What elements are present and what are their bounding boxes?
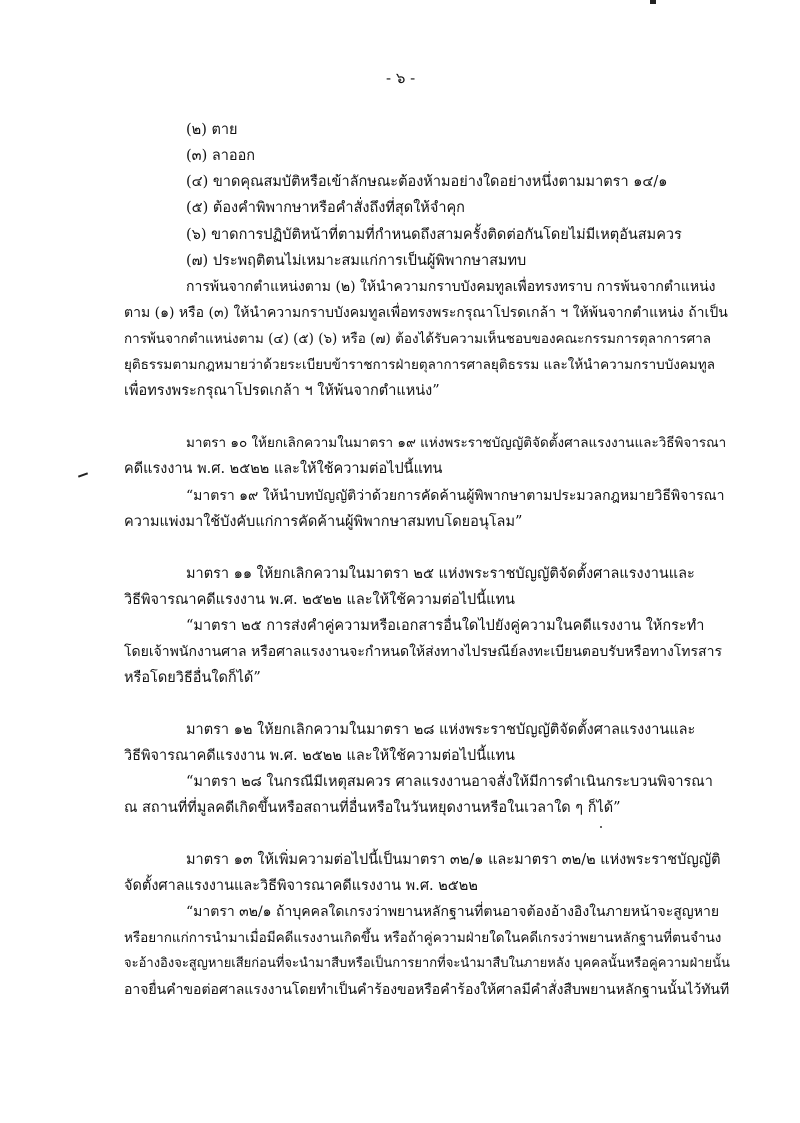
- paragraph-line: โดยเจ้าพนักงานศาล หรือศาลแรงงานจะกำหนดให้ส่งทางไปรษณีย์ลงทะเบียนตอบรับหรือทางโทรสาร: [124, 644, 722, 660]
- paragraph-line: วิธีพิจารณาคดีแรงงาน พ.ศ. ๒๕๒๒ และให้ใช้ความต่อไปนี้แทน: [124, 592, 515, 608]
- paragraph-line: คดีแรงงาน พ.ศ. ๒๕๒๒ และให้ใช้ความต่อไปนี้แทน: [124, 461, 443, 477]
- paragraph-line: การพ้นจากตำแหน่งตาม (๒) ให้นำความกราบบังคมทูลเพื่อทรงทราบ การพ้นจากตำแหน่ง: [186, 279, 716, 295]
- list-item: (๗) ประพฤติตนไม่เหมาะสมแก่การเป็นผู้พิพากษาสมทบ: [186, 253, 527, 269]
- list-item: (๓) ลาออก: [186, 148, 256, 164]
- paragraph-line: “มาตรา ๒๘ ในกรณีมีเหตุสมควร ศาลแรงงานอาจสั่งให้มีการดำเนินกระบวนพิจารณา: [186, 774, 713, 790]
- scan-mark: [600, 826, 602, 828]
- paragraph-line: “มาตรา ๓๒/๑ ถ้าบุคคลใดเกรงว่าพยานหลักฐานที่ตนอาจต้องอ้างอิงในภายหน้าจะสูญหาย: [186, 904, 720, 920]
- scan-mark: [650, 0, 656, 4]
- list-item: (๔) ขาดคุณสมบัติหรือเข้าลักษณะต้องห้ามอย่างใดอย่างหนึ่งตามมาตรา ๑๔/๑: [186, 174, 668, 190]
- paragraph-line: จะอ้างอิงจะสูญหายเสียก่อนที่จะนำมาสืบหรือเป็นการยากที่จะนำมาสืบในภายหลัง บุคคลนั้นหรือคู่ความฝ่ายนั้น: [124, 956, 730, 971]
- paragraph-line: หรือยากแก่การนำมาเมื่อมีคดีแรงงานเกิดขึ้น หรือถ้าคู่ความฝ่ายใดในคดีเกรงว่าพยานหลักฐานที่ตนจำนง: [124, 930, 722, 946]
- section-13-heading: มาตรา ๑๓ ให้เพิ่มความต่อไปนี้เป็นมาตรา ๓๒/๑ และมาตรา ๓๒/๒ แห่งพระราชบัญญัติ: [186, 852, 721, 868]
- paragraph-line: วิธีพิจารณาคดีแรงงาน พ.ศ. ๒๕๒๒ และให้ใช้ความต่อไปนี้แทน: [124, 748, 515, 764]
- list-item: (๖) ขาดการปฏิบัติหน้าที่ตามที่กำหนดถึงสามครั้งติดต่อกันโดยไม่มีเหตุอันสมควร: [186, 227, 682, 243]
- paragraph-line: จัดตั้งศาลแรงงานและวิธีพิจารณาคดีแรงงาน พ.ศ. ๒๕๒๒: [124, 878, 478, 894]
- list-item: (๕) ต้องคำพิพากษาหรือคำสั่งถึงที่สุดให้จำคุก: [186, 200, 465, 216]
- paragraph-line: “มาตรา ๒๕ การส่งคำคู่ความหรือเอกสารอื่นใดไปยังคู่ความในคดีแรงงาน ให้กระทำ: [186, 618, 705, 634]
- paragraph-line: ณ สถานที่ที่มูลคดีเกิดขึ้นหรือสถานที่อื่นหรือในวันหยุดงานหรือในเวลาใด ๆ ก็ได้”: [124, 800, 621, 816]
- scan-mark: [78, 472, 88, 477]
- section-12-heading: มาตรา ๑๒ ให้ยกเลิกความในมาตรา ๒๘ แห่งพระราชบัญญัติจัดตั้งศาลแรงงานและ: [186, 722, 696, 738]
- paragraph-line: “มาตรา ๑๙ ให้นำบทบัญญัติว่าด้วยการคัดค้านผู้พิพากษาตามประมวลกฎหมายวิธีพิจารณา: [186, 488, 725, 504]
- list-item: (๒) ตาย: [186, 122, 238, 138]
- section-10-heading: มาตรา ๑๐ ให้ยกเลิกความในมาตรา ๑๙ แห่งพระราชบัญญัติจัดตั้งศาลแรงงานและวิธีพิจารณา: [186, 435, 727, 451]
- paragraph-line: ความแพ่งมาใช้บังคับแก่การคัดค้านผู้พิพากษาสมทบโดยอนุโลม”: [124, 514, 523, 530]
- paragraph-line: เพื่อทรงพระกรุณาโปรดเกล้า ฯ ให้พ้นจากตำแหน่ง”: [124, 383, 440, 399]
- paragraph-line: ตาม (๑) หรือ (๓) ให้นำความกราบบังคมทูลเพื่อทรงพระกรุณาโปรดเกล้า ฯ ให้พ้นจากตำแหน่ง ถ้าเป็น: [124, 305, 728, 321]
- paragraph-line: หรือโดยวิธีอื่นใดก็ได้”: [124, 670, 261, 686]
- paragraph-line: การพ้นจากตำแหน่งตาม (๔) (๕) (๖) หรือ (๗) ต้องได้รับความเห็นชอบของคณะกรรมการตุลาการศาล: [124, 331, 711, 347]
- section-11-heading: มาตรา ๑๑ ให้ยกเลิกความในมาตรา ๒๕ แห่งพระราชบัญญัติจัดตั้งศาลแรงงานและ: [186, 566, 695, 582]
- paragraph-line: อาจยื่นคำขอต่อศาลแรงงานโดยทำเป็นคำร้องขอหรือคำร้องให้ศาลมีคำสั่งสืบพยานหลักฐานนั้นไว้ทันที: [124, 982, 730, 998]
- page-number: - ๖ -: [386, 69, 416, 87]
- paragraph-line: ยุติธรรมตามกฎหมายว่าด้วยระเบียบข้าราชการฝ่ายตุลาการศาลยุติธรรม และให้นำความกราบบังคมทูล: [124, 357, 715, 373]
